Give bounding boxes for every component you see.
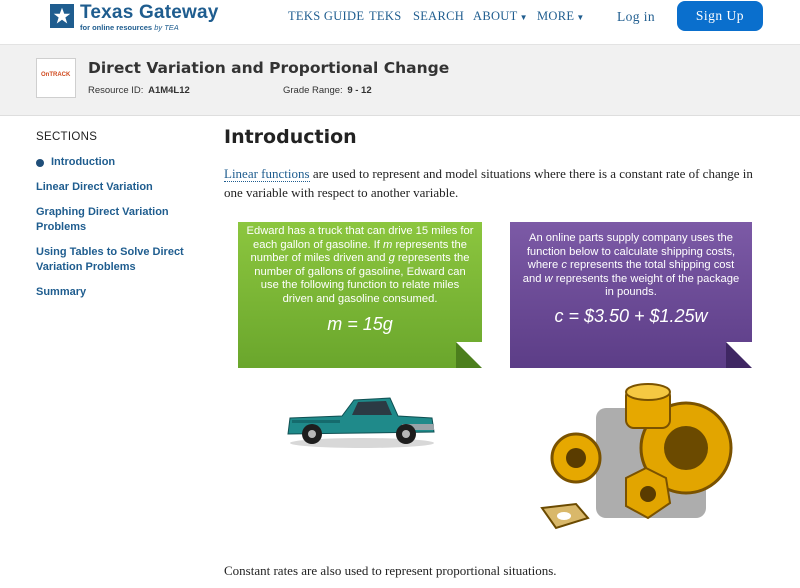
nav-label: TEKS GUIDE	[288, 9, 365, 23]
note-text	[246, 225, 474, 306]
nav-teks[interactable]	[369, 9, 401, 24]
sections-heading: SECTIONS	[36, 131, 98, 143]
resource-header	[0, 45, 800, 116]
texas-gateway-logo[interactable]	[36, 2, 226, 36]
sidebar-item-introduction[interactable]	[36, 155, 206, 170]
grade-range	[283, 85, 372, 96]
resource-id-label: Resource ID:	[88, 85, 144, 96]
note-text-part: represents the total shipping cost and	[522, 259, 735, 285]
note-text	[518, 232, 744, 300]
section-heading: Introduction	[224, 126, 357, 148]
nav-label: ABOUT	[473, 9, 518, 23]
active-dot-icon	[36, 159, 44, 167]
login-link[interactable]: Log in	[617, 9, 656, 24]
sidebar-item-linear-direct-variation[interactable]	[36, 180, 206, 195]
grade-range-label: Grade Range:	[283, 85, 343, 96]
signup-button[interactable]: Sign Up	[677, 1, 763, 31]
grade-range-value: 9 - 12	[347, 85, 372, 96]
sidebar-item-summary[interactable]	[36, 285, 206, 300]
intro-text: are used to represent and model situations where there is a constant rate of change in one variable with respect to another variable.	[224, 166, 753, 200]
sidebar-item-label: Summary	[36, 286, 87, 298]
resource-id	[88, 85, 190, 96]
nav-search[interactable]	[413, 9, 464, 24]
note-text-part: represents the weight of the package in pounds.	[552, 272, 740, 298]
nav-label: TEKS	[369, 9, 402, 23]
linear-functions-link[interactable]: Linear functions	[224, 166, 310, 181]
star-logo-icon	[50, 4, 74, 28]
page-curl-icon	[456, 342, 482, 368]
variable-w: w	[544, 272, 553, 285]
shipping-example-note	[510, 222, 752, 368]
note-text-part: An online parts supply company uses the function below to calculate shipping costs, where	[526, 232, 736, 271]
note-text-part: Edward has a truck that can drive 15 miles for each gallon of gasoline. If	[246, 225, 474, 251]
nav-label: SEARCH	[413, 9, 465, 23]
top-nav	[0, 0, 800, 45]
caret-down-icon: ▼	[576, 13, 585, 22]
auto-parts-image	[536, 378, 746, 538]
note-equation: m = 15g	[327, 314, 393, 334]
logo-title: Texas Gateway	[80, 2, 219, 23]
ontrack-logo: OnTRACK	[41, 72, 71, 78]
nav-teks-guide[interactable]	[288, 9, 364, 24]
sidebar-item-graphing-direct-variation[interactable]	[36, 205, 206, 235]
nav-more[interactable]	[537, 9, 585, 24]
sidebar-item-label: Linear Direct Variation	[36, 181, 153, 193]
variable-m: m	[383, 238, 393, 251]
nav-label: MORE	[537, 9, 575, 23]
proportional-text: Constant rates are also used to represent proportional situations.	[224, 563, 557, 578]
resource-id-value: A1M4L12	[148, 85, 190, 96]
note-text-part: represents the number of miles driven and	[250, 238, 467, 264]
logo-by-text: by TEA	[154, 23, 179, 32]
caret-down-icon: ▼	[519, 13, 528, 22]
pickup-truck-image	[282, 388, 440, 450]
sidebar-item-using-tables[interactable]	[36, 245, 206, 275]
resource-title: Direct Variation and Proportional Change	[88, 59, 450, 77]
sidebar-item-label: Using Tables to Solve Direct Variation Problems	[36, 246, 184, 273]
note-equation: c = $3.50 + $1.25w	[554, 306, 708, 326]
logo-subtitle-text: for online resources	[80, 23, 153, 32]
truck-example-note	[238, 222, 482, 368]
note-text-part: represents the number of gallons of gasoline, Edward can use the following function to relate miles driven and gasoline consumed.	[254, 252, 470, 305]
resource-thumbnail	[36, 58, 76, 98]
variable-g: g	[388, 252, 395, 264]
page-curl-icon	[726, 342, 752, 368]
variable-c: c	[561, 259, 567, 271]
sidebar-item-label: Introduction	[51, 156, 116, 168]
intro-paragraph	[224, 164, 764, 202]
nav-about[interactable]	[473, 9, 528, 24]
sidebar-item-label: Graphing Direct Variation Problems	[36, 206, 169, 233]
logo-subtitle	[80, 23, 179, 32]
